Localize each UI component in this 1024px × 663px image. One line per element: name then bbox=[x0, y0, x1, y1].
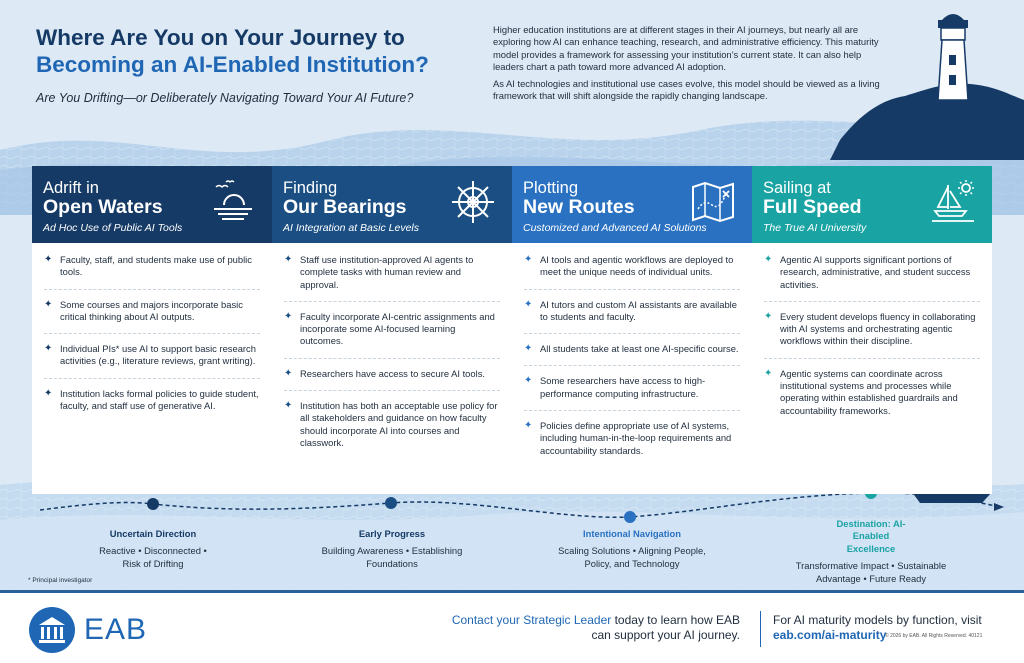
lighthouse-icon bbox=[938, 14, 968, 100]
stage-dot-2 bbox=[385, 497, 397, 509]
stage-label-early bbox=[292, 528, 492, 570]
list-item: ✦ Agentic systems can coordinate across institutional systems and processes while operating within established guardrails and accountability frameworks. bbox=[764, 368, 980, 427]
stage-description: Transformative Impact • Sustainable Advantage • Future Ready bbox=[795, 560, 947, 584]
list-item: ✦ Agentic AI supports significant portions of research, administrative, and student success activities. bbox=[764, 254, 980, 302]
column-list bbox=[32, 243, 272, 422]
list-item: ✦ Individual PIs* use AI to support basic research activities (e.g., literature reviews, grant writing). bbox=[44, 343, 260, 379]
list-item: ✦ Staff use institution-approved AI agents to complete tasks with human review and approval. bbox=[284, 254, 500, 302]
column-heading-bold: Full Speed bbox=[763, 196, 862, 218]
column-heading-light: Plotting bbox=[523, 179, 579, 197]
stage-label-destination bbox=[771, 518, 971, 585]
stage-column-adrift bbox=[32, 166, 272, 494]
column-heading-light: Sailing at bbox=[763, 179, 831, 197]
stage-label-uncertain bbox=[53, 528, 253, 570]
map-route-icon bbox=[690, 179, 736, 225]
stage-dot-1 bbox=[147, 498, 159, 510]
list-item: ✦ Faculty, staff, and students make use of public tools. bbox=[44, 254, 260, 290]
list-item: ✦ Some researchers have access to high-performance computing infrastructure. bbox=[524, 375, 740, 411]
list-item: ✦ AI tutors and custom AI assistants are available to students and faculty. bbox=[524, 299, 740, 335]
stage-description: Scaling Solutions • Aligning People, Policy, and Technology bbox=[558, 545, 706, 569]
stage-column-routes bbox=[512, 166, 752, 494]
page-title bbox=[36, 24, 476, 78]
title-line-2: Becoming an AI-Enabled Institution? bbox=[36, 52, 429, 77]
footer-divider bbox=[760, 611, 761, 647]
copyright: © 2026 by EAB. All Rights Reserved. 40121 bbox=[885, 633, 983, 639]
column-heading-bold: Our Bearings bbox=[283, 196, 407, 218]
stage-column-bearings bbox=[272, 166, 512, 494]
list-item: ✦ AI tools and agentic workflows are deployed to meet the unique needs of individual units. bbox=[524, 254, 740, 290]
list-item: ✦ Faculty incorporate AI-centric assignments and incorporate some AI-focused learning outcomes. bbox=[284, 311, 500, 359]
sailboat-sun-icon bbox=[930, 179, 976, 225]
stage-column-full-speed bbox=[752, 166, 992, 494]
intro-text bbox=[493, 24, 893, 103]
stage-title: Uncertain Direction bbox=[109, 528, 197, 539]
stage-title: Destination: AI-Enabled Excellence bbox=[836, 518, 906, 554]
column-tagline: Customized and Advanced AI Solutions bbox=[523, 222, 707, 234]
column-header bbox=[512, 166, 752, 243]
page-subtitle: Are You Drifting—or Deliberately Navigating Toward Your AI Future? bbox=[36, 91, 414, 105]
stage-label-intentional bbox=[532, 528, 732, 570]
intro-paragraph-1: Higher education institutions are at different stages in their AI journeys, but nearly all are exploring how AI can enhance teaching, research, and administrative efficiency. This maturity model provides a framework for assessing your institution’s current state. It can also help leaders chart a path toward more advanced AI adoption. bbox=[493, 24, 879, 72]
column-tagline: Ad Hoc Use of Public AI Tools bbox=[43, 222, 183, 234]
list-item: ✦ Policies define appropriate use of AI systems, including human-in-the-loop requirements and accountability standards. bbox=[524, 420, 740, 467]
column-tagline: The True AI University bbox=[763, 222, 867, 234]
more-label: For AI maturity models by function, visit bbox=[773, 613, 982, 627]
column-heading-bold: Open Waters bbox=[43, 196, 163, 218]
footnote: * Principal investigator bbox=[28, 577, 93, 584]
stage-title: Early Progress bbox=[358, 528, 426, 539]
eab-logo-icon[interactable] bbox=[28, 606, 76, 654]
footer bbox=[0, 590, 1024, 663]
stage-dot-3 bbox=[624, 511, 636, 523]
title-line-1: Where Are You on Your Journey to bbox=[36, 25, 405, 50]
column-header bbox=[752, 166, 992, 243]
column-heading-bold: New Routes bbox=[523, 196, 635, 218]
eab-logo-text[interactable]: EAB bbox=[84, 613, 148, 646]
column-header bbox=[272, 166, 512, 243]
column-list bbox=[512, 243, 752, 467]
stage-description: Reactive • Disconnected • Risk of Drifting bbox=[99, 545, 207, 569]
column-tagline: AI Integration at Basic Levels bbox=[283, 222, 419, 234]
column-list bbox=[752, 243, 992, 427]
column-heading-light: Finding bbox=[283, 179, 338, 197]
ship-wheel-icon bbox=[450, 179, 496, 225]
list-item: ✦ Every student develops fluency in collaborating with AI systems and orchestrating agentic workflows within their discipline. bbox=[764, 311, 980, 359]
column-list bbox=[272, 243, 512, 459]
stage-description: Building Awareness • Establishing Foundations bbox=[321, 545, 463, 569]
list-item: ✦ Institution has both an acceptable use policy for all stakeholders and guidance on how faculty should incorporate AI into courses and classwork. bbox=[284, 400, 500, 459]
list-item: ✦ Researchers have access to secure AI tools. bbox=[284, 368, 500, 391]
cta-rest: today to learn how EAB can support your AI journey. bbox=[591, 613, 740, 642]
list-item: ✦ Some courses and majors incorporate basic critical thinking about AI outputs. bbox=[44, 299, 260, 335]
stage-title: Intentional Navigation bbox=[583, 528, 681, 539]
list-item: ✦ All students take at least one AI-specific course. bbox=[524, 343, 740, 366]
more-url-link[interactable]: eab.com/ai-maturity bbox=[773, 628, 887, 642]
column-heading-light: Adrift in bbox=[43, 179, 99, 197]
column-header bbox=[32, 166, 272, 243]
seagulls-sunset-icon bbox=[210, 179, 256, 225]
intro-paragraph-2: As AI technologies and institutional use cases evolve, this model should be viewed as a living framework that will shift alongside the rapidly changing landscape. bbox=[493, 78, 880, 102]
cta-text bbox=[440, 613, 740, 643]
list-item: ✦ Institution lacks formal policies to guide student, faculty, and staff use of generative AI. bbox=[44, 388, 260, 423]
cta-highlight[interactable]: Contact your Strategic Leader bbox=[451, 613, 612, 627]
